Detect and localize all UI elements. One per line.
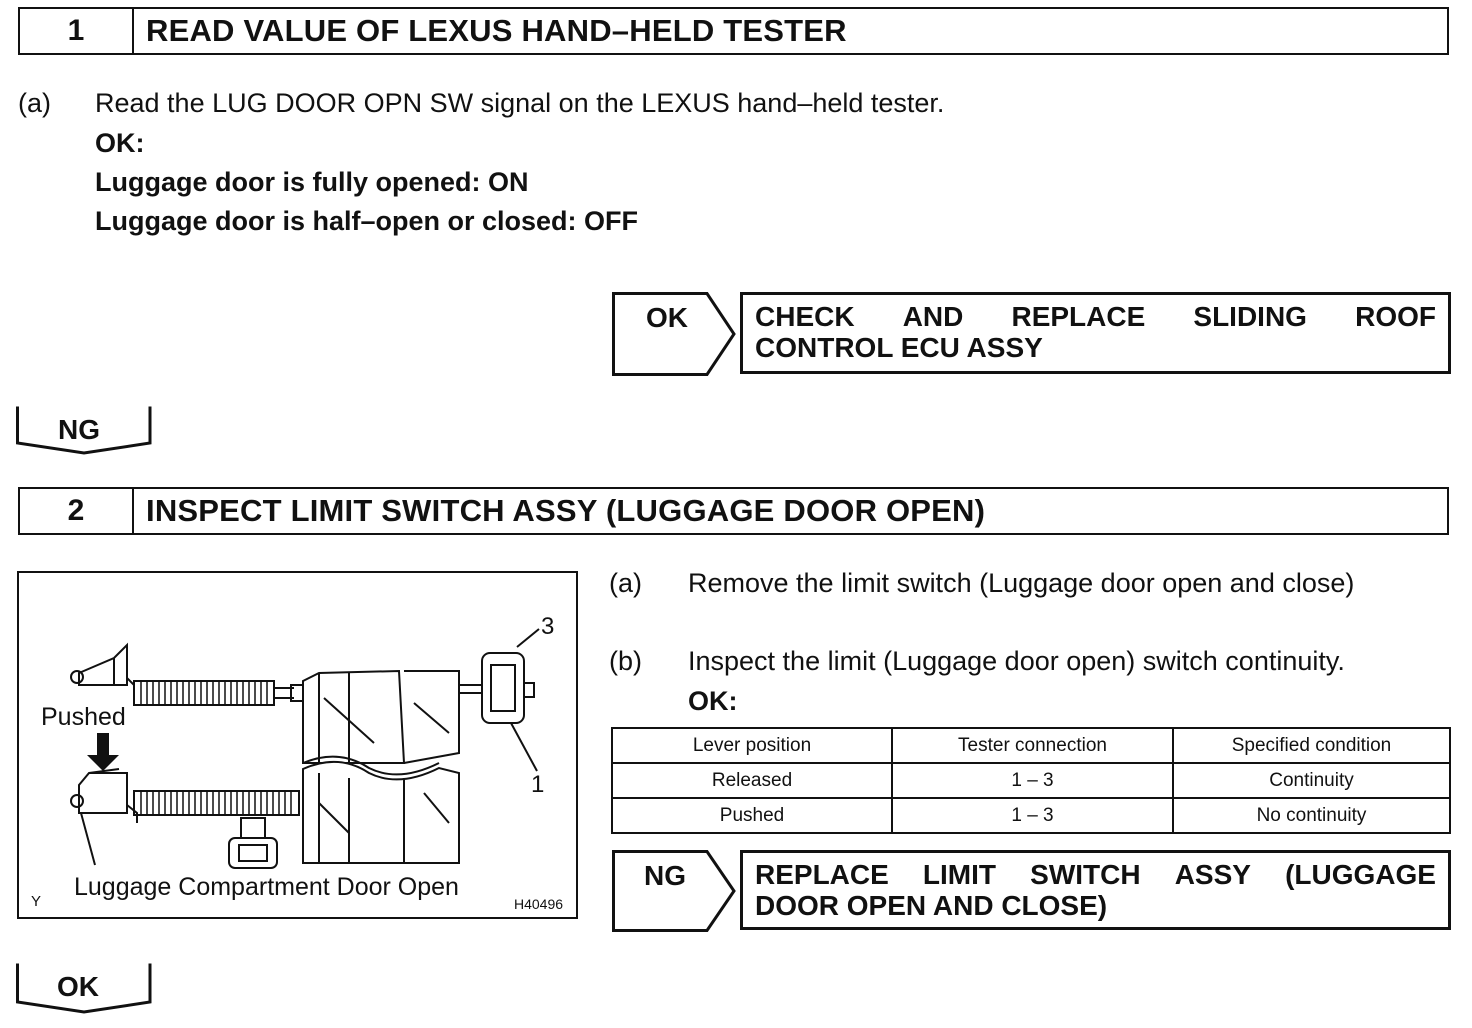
result-word: REPLACE xyxy=(755,859,889,890)
item-b-text: Inspect the limit (Luggage door open) switch continuity. xyxy=(688,646,1345,676)
ok-condition-line: Luggage door is fully opened: ON xyxy=(95,167,529,197)
pushed-label: Pushed xyxy=(41,703,126,731)
step-number: 2 xyxy=(20,489,134,533)
table-cell: Released xyxy=(612,763,892,798)
item-a-label: (a) xyxy=(18,88,51,118)
ok-arrow-label: OK xyxy=(57,971,99,1002)
table-header-cell: Specified condition xyxy=(1173,728,1450,763)
ok-label: OK: xyxy=(95,128,145,158)
step-number: 1 xyxy=(20,9,134,53)
step-2-header xyxy=(18,487,1449,535)
result-word: CHECK xyxy=(755,301,855,332)
ng-result-box xyxy=(740,850,1451,930)
item-a-text: Remove the limit switch (Luggage door open and close) xyxy=(688,568,1355,598)
limit-switch-diagram xyxy=(19,573,576,917)
table-header-row xyxy=(612,728,1450,763)
result-line-2: CONTROL ECU ASSY xyxy=(755,332,1043,363)
corner-mark: Y xyxy=(31,893,42,910)
step-title: READ VALUE OF LEXUS HAND–HELD TESTER xyxy=(146,13,847,48)
table-row xyxy=(612,798,1450,833)
ng-arrow-label: NG xyxy=(644,860,686,891)
ok-result-box xyxy=(740,292,1451,374)
table-row xyxy=(612,763,1450,798)
result-word: ROOF xyxy=(1355,301,1436,332)
result-line-2: DOOR OPEN AND CLOSE) xyxy=(755,890,1108,921)
item-a-text: Read the LUG DOOR OPN SW signal on the LEXUS hand–held tester. xyxy=(95,88,945,118)
table-cell: 1 – 3 xyxy=(892,763,1173,798)
limit-switch-illustration xyxy=(17,571,578,919)
item-b-label: (b) xyxy=(609,646,642,676)
ng-arrow-label: NG xyxy=(58,414,100,445)
result-word: LIMIT xyxy=(922,859,997,890)
result-word: ASSY xyxy=(1174,859,1251,890)
table-header-cell: Tester connection xyxy=(892,728,1173,763)
result-word: (LUGGAGE xyxy=(1285,859,1436,890)
table-cell: Continuity xyxy=(1173,763,1450,798)
ok-arrow-label: OK xyxy=(646,302,688,333)
pin-1-label: 1 xyxy=(531,771,545,798)
result-word: SWITCH xyxy=(1030,859,1141,890)
result-word: SLIDING xyxy=(1193,301,1307,332)
result-word: REPLACE xyxy=(1011,301,1146,332)
illustration-caption: Luggage Compartment Door Open xyxy=(74,873,459,901)
result-word: AND xyxy=(902,301,964,332)
pin-3-label: 3 xyxy=(541,613,555,640)
ok-condition-line: Luggage door is half–open or closed: OFF xyxy=(95,206,639,236)
figure-code: H40496 xyxy=(514,896,564,912)
item-a-label: (a) xyxy=(609,568,642,598)
step-1-header xyxy=(18,7,1449,55)
table-header-cell: Lever position xyxy=(612,728,892,763)
table-cell: No continuity xyxy=(1173,798,1450,833)
table-cell: 1 – 3 xyxy=(892,798,1173,833)
table-cell: Pushed xyxy=(612,798,892,833)
ok-label: OK: xyxy=(688,686,738,716)
continuity-spec-table xyxy=(611,727,1451,834)
step-title: INSPECT LIMIT SWITCH ASSY (LUGGAGE DOOR OPEN) xyxy=(146,493,986,528)
